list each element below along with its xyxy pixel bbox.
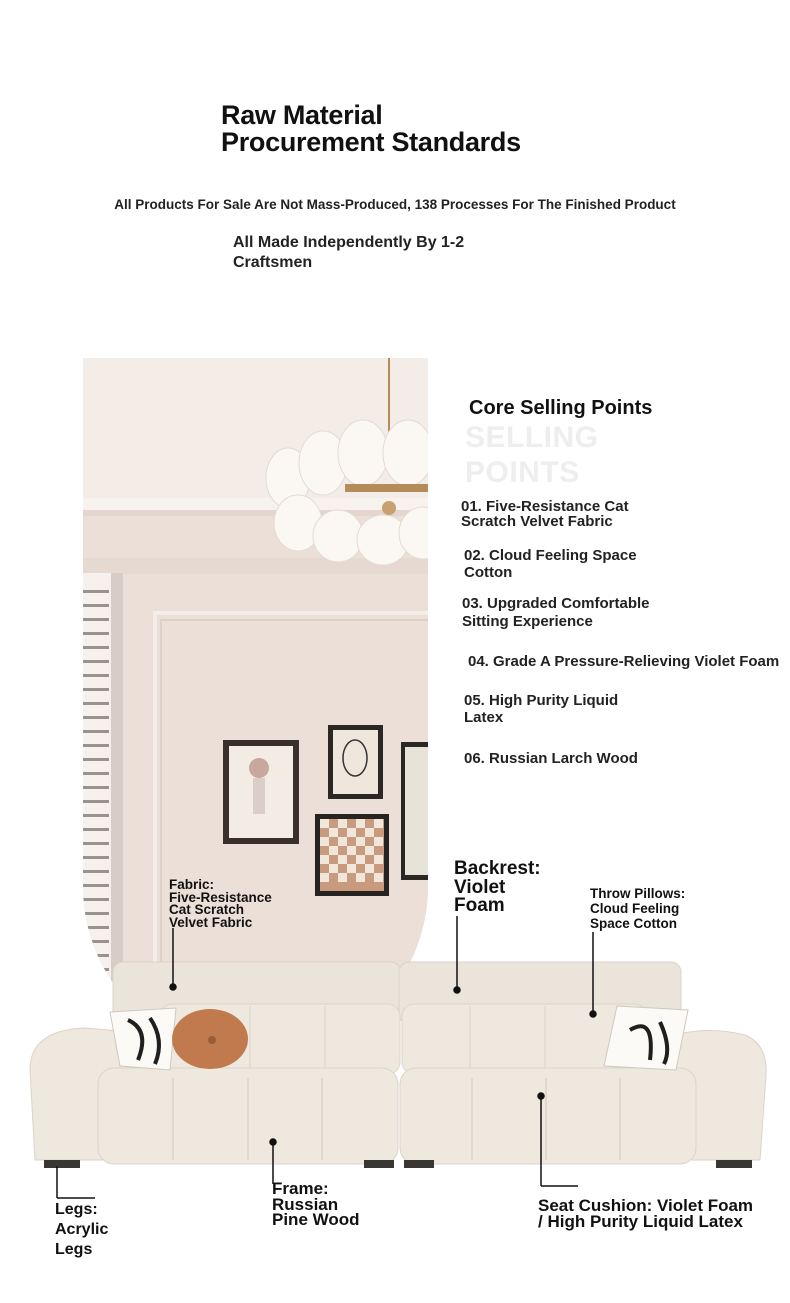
callout-fabric-heading: Fabric: <box>169 877 215 892</box>
callout-seat-line-2: / High Purity Liquid Latex <box>538 1212 743 1231</box>
callout-frame-line-1: Russian <box>272 1194 339 1214</box>
callout-backrest-heading: Backrest: <box>454 858 541 879</box>
ghost-line-1: SELLING <box>465 421 599 454</box>
subtitle: All Products For Sale Are Not Mass-Produced, 138 Processes For The Finished Product <box>114 197 676 212</box>
callout-seat-cushion <box>538 1198 753 1230</box>
core-selling-points-title: Core Selling Points <box>469 397 653 419</box>
callout-legs-heading: Legs: <box>55 1201 98 1218</box>
ghost-line-2: POINTS <box>465 456 580 489</box>
callout-throw-pillows <box>590 886 685 931</box>
title-line-2: Procurement Standards <box>221 127 521 157</box>
callout-fabric <box>169 879 272 929</box>
selling-point-2-line-1: 02. Cloud Feeling Space <box>464 547 637 564</box>
title-line-1: Raw Material <box>221 100 383 130</box>
callout-legs-line-1: Acrylic <box>55 1221 109 1238</box>
selling-point-5-line-1: 05. High Purity Liquid <box>464 692 619 709</box>
callout-fabric-line-1: Five-Resistance <box>169 889 272 905</box>
selling-point-2-line-2: Cotton <box>464 564 513 581</box>
callout-backrest <box>454 860 541 916</box>
selling-point-5-line-2: Latex <box>464 709 504 726</box>
callout-backrest-line-1: Violet <box>454 876 506 898</box>
selling-point-1-line-1: 01. Five-Resistance Cat <box>461 498 629 515</box>
craftsmen-line-2: Craftsmen <box>233 254 313 271</box>
callout-pillows-line-2: Space Cotton <box>590 916 678 931</box>
selling-point-6-line-1: 06. Russian Larch Wood <box>464 750 638 767</box>
callout-legs-line-2: Legs <box>55 1241 93 1258</box>
craftsmen-line-1: All Made Independently By 1-2 <box>233 234 465 251</box>
callout-pillows-line-1: Cloud Feeling <box>590 901 680 916</box>
callout-backrest-line-2: Foam <box>454 895 505 916</box>
callout-pillows-heading: Throw Pillows: <box>590 886 686 901</box>
callout-fabric-line-3: Velvet Fabric <box>169 914 253 930</box>
callout-frame-line-2: Pine Wood <box>272 1210 360 1229</box>
selling-point-1-line-2: Scratch Velvet Fabric <box>461 512 613 530</box>
selling-point-3-line-2: Sitting Experience <box>462 613 593 630</box>
callout-legs <box>55 1200 108 1260</box>
callout-seat-line-1: Seat Cushion: Violet Foam <box>538 1196 754 1215</box>
callout-frame-heading: Frame: <box>272 1179 329 1198</box>
callout-fabric-line-2: Cat Scratch <box>169 902 245 917</box>
selling-point-3-line-1: 03. Upgraded Comfortable <box>462 595 650 612</box>
callout-frame <box>272 1181 360 1228</box>
selling-point-4-line-1: 04. Grade A Pressure-Relieving Violet Foam <box>468 654 780 670</box>
